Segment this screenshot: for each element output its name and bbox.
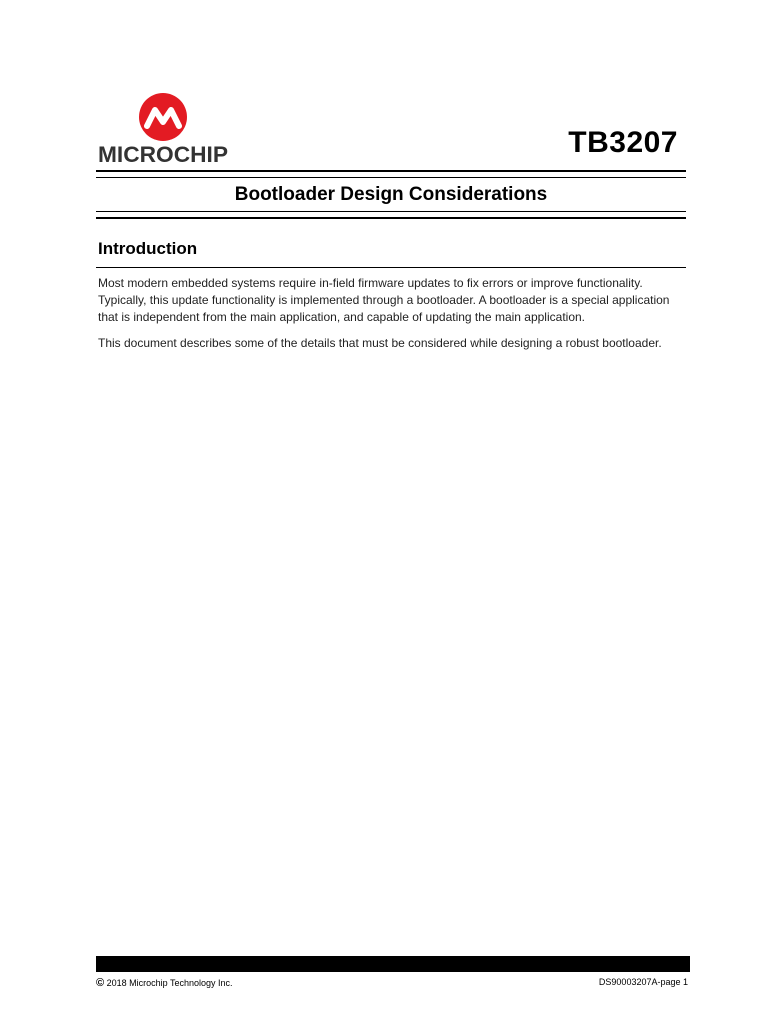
footer-copyright: [96, 977, 233, 989]
title-rule-thin: [96, 211, 686, 212]
header-rule-thin: [96, 177, 686, 178]
svg-text:MICROCHIP: MICROCHIP: [98, 142, 228, 166]
document-title: Bootloader Design Considerations: [234, 184, 548, 205]
intro-paragraph-2: This document describes some of the details that must be considered while designing a robust bootloader.: [98, 336, 662, 350]
footer-page-label: DS90003207A-page 1: [598, 977, 688, 987]
microchip-wordmark: [98, 142, 230, 166]
copyright-text: 2018 Microchip Technology Inc.: [106, 978, 233, 988]
footer-bar: [96, 956, 690, 972]
section-heading-introduction: Introduction: [98, 239, 198, 258]
title-rule-thick: [96, 217, 686, 219]
intro-paragraph-1: Most modern embedded systems require in-field firmware updates to fix errors or improve functionality. Typically, this update functionality is implemented through a bootloader. A bootloader is a special application that is independent from the main application, and capable of updating the main application.: [98, 276, 670, 324]
microchip-logo: [98, 92, 230, 166]
document-number: TB3207: [568, 126, 678, 159]
section-rule: [96, 267, 686, 268]
microchip-logo-mark-icon: [138, 92, 188, 142]
copyright-icon: ©: [96, 977, 105, 989]
header-rule-thick: [96, 170, 686, 172]
